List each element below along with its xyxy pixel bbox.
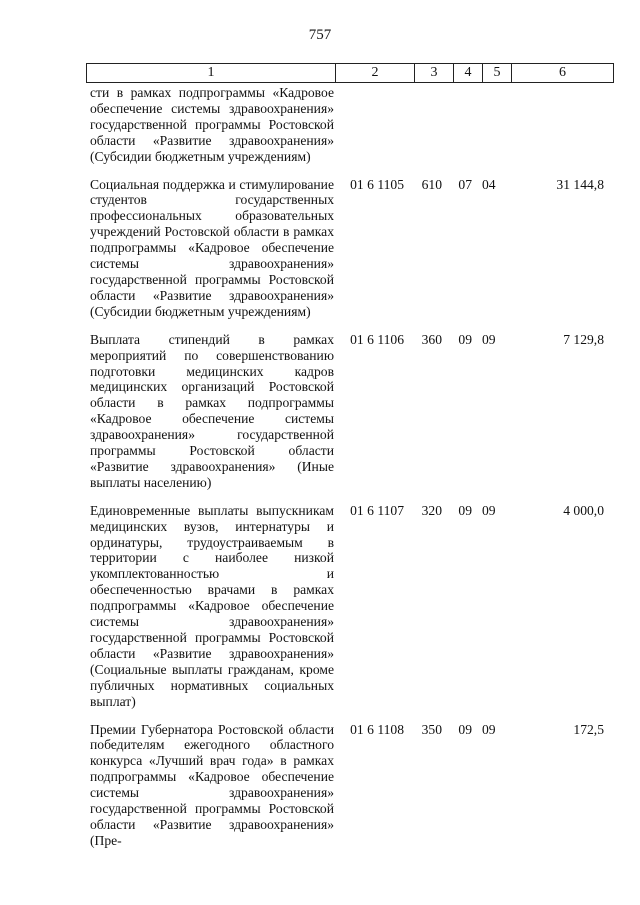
table-row xyxy=(86,332,614,491)
row-expense-type xyxy=(412,85,450,165)
table-row xyxy=(86,722,614,849)
header-col-3: 3 xyxy=(415,64,454,82)
row-description: Премии Губернатора Ростовской области победителям ежегодного областного конкурса «Лучший врач года» в рамках подпрограммы «Кадровое обеспечение системы здравоохранения» государственной программы Ростовской области «Развитие здравоохранения» (Пре- xyxy=(90,721,334,848)
row-description: Единовременные выплаты выпускникам медицинских вузов, интернатуры и ординатуры, трудоустраиваемым в территории с наиболее низкой укомплектованностью и обеспеченностью врачами в рамках подпрограммы «Кадровое обеспечение системы здравоохранения» государственной программы Ростовской области «Развитие здравоохранения» (Социальные выплаты гражданам, кроме публичных нормативных социальных выплат) xyxy=(90,502,334,709)
table-row xyxy=(86,503,614,710)
row-amount xyxy=(506,85,614,165)
header-col-2: 2 xyxy=(336,64,415,82)
row-description: сти в рамках подпрограммы «Кадровое обеспечение системы здравоохранения» государственной программы Ростовской области «Развитие здравоохранения» (Субсидии бюджетным учреждениям) xyxy=(90,85,334,164)
table-row xyxy=(86,85,614,165)
header-col-6: 6 xyxy=(559,65,566,80)
row-section xyxy=(450,85,478,165)
row-expense-type: 320 xyxy=(421,502,442,518)
header-col-1: 1 xyxy=(87,64,336,82)
row-subsection: 09 xyxy=(482,502,496,518)
table-row xyxy=(86,177,614,320)
row-amount: 7 129,8 xyxy=(563,331,604,347)
row-code: 01 6 1106 xyxy=(350,331,404,347)
row-amount: 172,5 xyxy=(573,721,604,737)
table-body xyxy=(86,85,614,849)
row-code: 01 6 1107 xyxy=(350,502,404,518)
row-amount: 31 144,8 xyxy=(556,176,604,192)
row-subsection xyxy=(478,85,506,165)
page-number: 757 xyxy=(308,27,332,43)
row-subsection: 09 xyxy=(482,721,496,737)
row-section: 09 xyxy=(458,721,472,737)
row-code: 01 6 1105 xyxy=(350,176,404,192)
row-code xyxy=(334,85,412,165)
row-amount: 4 000,0 xyxy=(563,502,604,518)
row-expense-type: 610 xyxy=(421,176,442,192)
row-subsection: 04 xyxy=(482,176,496,192)
row-expense-type: 350 xyxy=(421,721,442,737)
header-col-4: 4 xyxy=(454,64,483,82)
row-subsection: 09 xyxy=(482,331,496,347)
table-header xyxy=(86,63,614,83)
row-section: 09 xyxy=(458,502,472,518)
row-description: Социальная поддержка и стимулирование студентов государственных профессиональных образовательных учреждений Ростовской области в рамках подпрограммы «Кадровое обеспечение системы здравоохранения» государственной программы Ростовской области «Развитие здравоохранения» (Субсидии бюджетным учреждениям) xyxy=(90,176,334,319)
header-col-5: 5 xyxy=(483,64,512,82)
row-section: 07 xyxy=(458,176,472,192)
row-expense-type: 360 xyxy=(421,331,442,347)
row-description: Выплата стипендий в рамках мероприятий по совершенствованию подготовки медицинских кадров медицинских организаций Ростовской области в рамках подпрограммы «Кадровое обеспечение системы здравоохранения» государственной программы Ростовской области «Развитие здравоохранения» (Иные выплаты населению) xyxy=(90,331,334,490)
row-code: 01 6 1108 xyxy=(350,721,404,737)
row-section: 09 xyxy=(458,331,472,347)
